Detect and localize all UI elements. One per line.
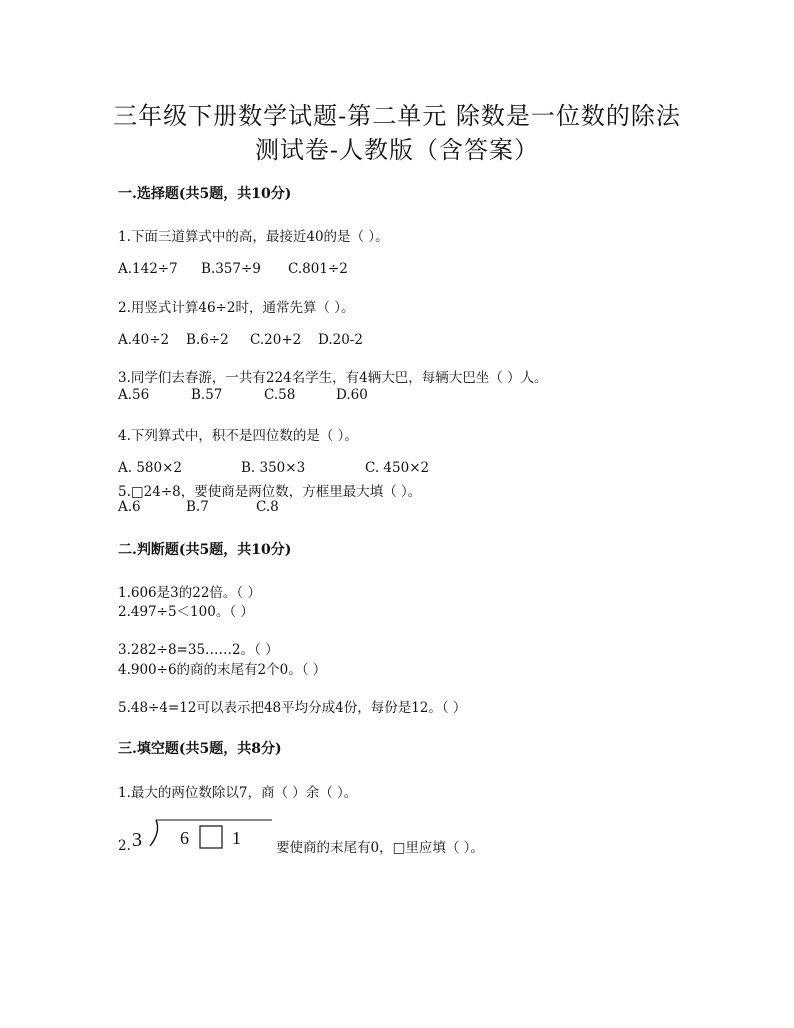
s3-q2-prefix: 2. [118,838,131,854]
s1-q1-text: 1.下面三道算式中的高，最接近40的是（ ）。 [118,229,389,245]
s1-q4-opt-a: A. 580×2 [118,460,182,476]
page-title-line2: 测试卷-人教版（含答案） [254,136,540,164]
s1-q3-text: 3.同学们去春游，一共有224名学生，有4辆大巴，每辆大巴坐（ ）人。 [118,370,548,386]
section3-heading: 三.填空题(共5题，共8分) [118,741,282,757]
division-digit-1: 6 [180,828,189,848]
long-division-figure [128,818,278,858]
s1-q3-opt-a: A.56 [118,387,150,403]
s1-q2-opt-c: C.20+2 [250,332,302,348]
page-title-line1: 三年级下册数学试题-第二单元 除数是一位数的除法 [113,102,681,130]
s1-q4-opt-c: C. 450×2 [365,460,430,476]
s1-q3-opt-d: D.60 [336,387,368,403]
s2-item-4: 4.900÷6的商的末尾有2个0。（ ） [118,662,327,678]
section1-heading: 一.选择题(共5题，共10分) [118,186,292,202]
s3-q1-text: 1.最大的两位数除以7，商（ ）余（ ）。 [118,785,358,801]
s3-q2-text: 要使商的末尾有0，□里应填（ ）。 [276,840,484,856]
division-blank-box [200,826,222,848]
s1-q1-opt-a: A.142÷7 [118,261,178,277]
s1-q1-opt-c: C.801÷2 [288,261,348,277]
s1-q3-opt-b: B.57 [191,387,223,403]
s1-q4-opt-b: B. 350×3 [241,460,306,476]
division-bracket [150,820,158,846]
s1-q1-opt-b: B.357÷9 [201,261,261,277]
s1-q2-opt-a: A.40÷2 [118,332,170,348]
s1-q5-opt-c: C.8 [256,499,279,515]
section2-heading: 二.判断题(共5题，共10分) [118,542,292,558]
s2-item-5: 5.48÷4=12可以表示把48平均分成4份，每份是12。（ ） [118,700,467,716]
s1-q3-opt-c: C.58 [264,387,296,403]
s1-q4-text: 4.下列算式中，积不是四位数的是（ ）。 [118,428,358,444]
s1-q5-opt-b: B.7 [186,499,209,515]
s1-q2-opt-d: D.20-2 [318,332,363,348]
s1-q5-text: 5.□24÷8，要使商是两位数，方框里最大填（ ）。 [118,484,422,500]
s1-q2-opt-b: B.6÷2 [186,332,229,348]
s2-item-1: 1.606是3的22倍。（ ） [118,585,261,601]
s2-item-3: 3.282÷8=35……2。（ ） [118,642,279,658]
s2-item-2: 2.497÷5＜100。（ ） [118,604,254,620]
s1-q2-text: 2.用竖式计算46÷2时，通常先算（ ）。 [118,300,355,316]
division-digit-3: 1 [232,828,241,848]
division-divisor: 3 [132,829,142,851]
s1-q5-opt-a: A.6 [118,499,141,515]
